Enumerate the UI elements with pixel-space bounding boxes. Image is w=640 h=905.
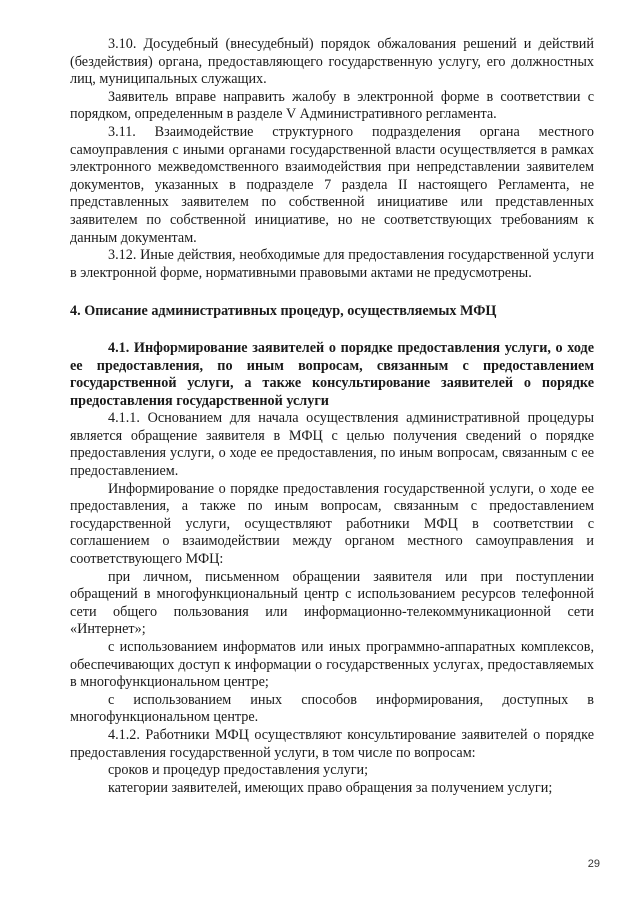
list-item-categories: категории заявителей, имеющих право обращения за получением услуги; — [108, 779, 553, 796]
paragraph-3-10: 3.10. Досудебный (внесудебный) порядок обжалования решений и действий (бездействия) органа, предоставляющего государственную услугу, его должностных лиц, муниципальных служащих. — [70, 36, 594, 88]
paragraph-informats: с использованием информатов или иных программно-аппаратных комплексов, обеспечивающих доступ к информации о государственных услугах, предоставляемых в многофункциональном центре; — [70, 639, 594, 691]
paragraph-3-11: 3.11. Взаимодействие структурного подразделения органа местного самоуправления с иными органами государственной власти осуществляется в рамках электронного межведомственного взаимодействия при непредставлении заявителем документов, указанных в подразделе 7 раздела II настоящего Регламента, не представленных заявителем по собственной инициативе или представленных заявителем по собственной инициативе, но не соответствующих требованиям к данным документам. — [70, 123, 594, 246]
subsection-heading-4-1: 4.1. Информирование заявителей о порядке предоставления услуги, о ходе ее предоставления, по иным вопросам, связанным с предоставлением государственной услуги, а также консультирование заявителей о порядке предоставления государственной услуги — [70, 339, 594, 409]
page-number: 29 — [587, 858, 600, 870]
paragraph-other-methods: с использованием иных способов информирования, доступных в многофункциональном центре. — [70, 691, 594, 726]
document-body — [70, 36, 594, 797]
section-heading-4: 4. Описание административных процедур, осуществляемых МФЦ — [70, 303, 497, 320]
paragraph-4-1-1: 4.1.1. Основанием для начала осуществления административной процедуры является обращение заявителя в МФЦ с целью получения сведений о порядке предоставления услуги, о ходе ее предоставления, по иным вопросам, связанным с ее предоставлением. — [70, 410, 594, 480]
paragraph-3-12: 3.12. Иные действия, необходимые для предоставления государственной услуги в электронной форме, нормативными правовыми актами не предусмотрены. — [70, 247, 594, 281]
paragraph-4-1-2: 4.1.2. Работники МФЦ осуществляют консультирование заявителей о порядке предоставления государственной услуги, в том числе по вопросам: — [70, 726, 594, 761]
paragraph-complaint: Заявитель вправе направить жалобу в электронной форме в соответствии с порядком, определенным в разделе V Административного регламента. — [70, 88, 594, 123]
list-item-terms: сроков и процедур предоставления услуги; — [108, 762, 369, 779]
paragraph-personal-request: при личном, письменном обращении заявителя или при поступлении обращений в многофункциональный центр с использованием ресурсов телефонной сети общего пользования или информационно-телекоммуникационной сети «Интернет»; — [70, 568, 594, 638]
paragraph-informing: Информирование о порядке предоставления государственной услуги, о ходе ее предоставления, а также по иным вопросам, связанным с предоставлением государственной услуги, осуществляют работники МФЦ в соответствии с соглашением о взаимодействии между органом местного самоуправления и соответствующего МФЦ: — [70, 480, 594, 568]
